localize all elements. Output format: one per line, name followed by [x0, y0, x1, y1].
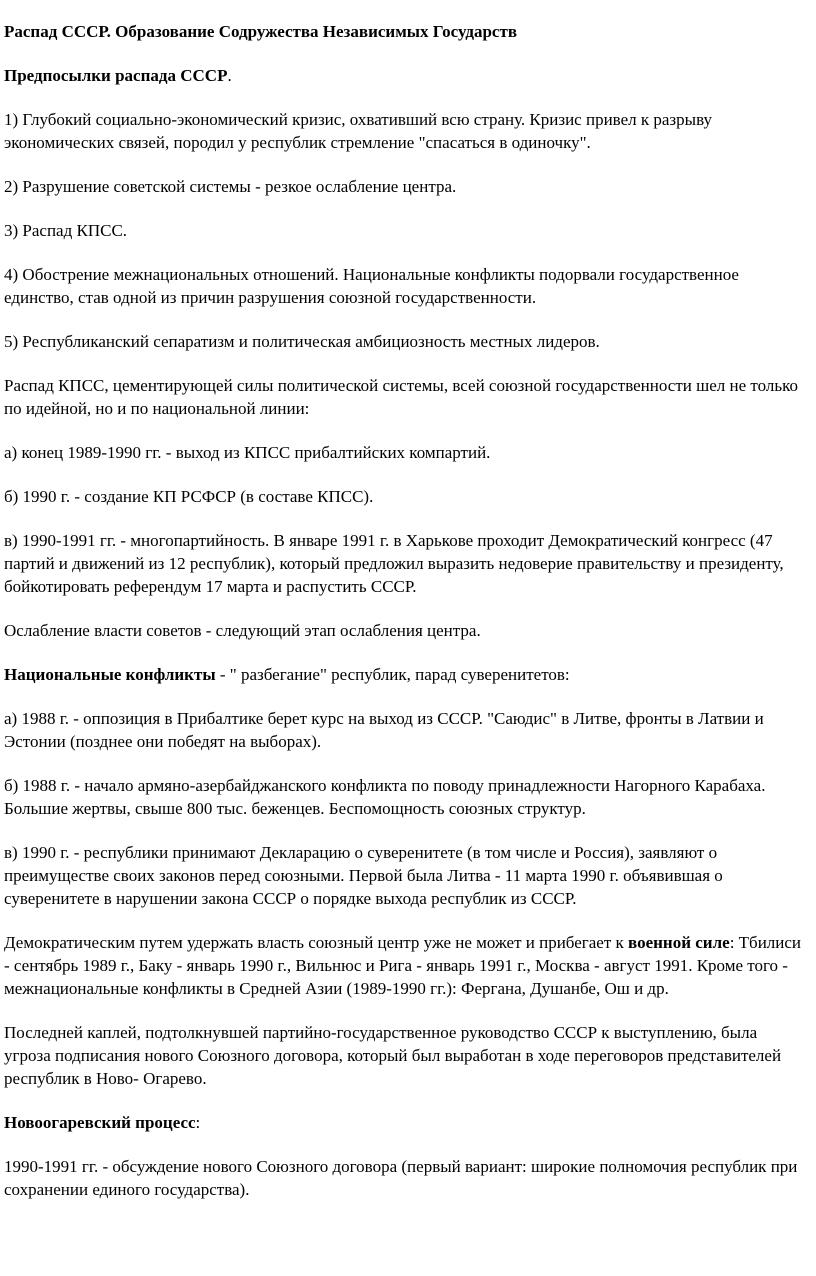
paragraph-2: 2) Разрушение советской системы - резкое ослабление центра. [4, 177, 457, 196]
military-before: Демократическим путем удержать власть союзный центр уже не может и прибегает к [4, 933, 629, 952]
paragraph-10: Ослабление власти советов - следующий этап ослабления центра. [4, 621, 481, 640]
paragraph-13: в) 1990 г. - республики принимают Декларацию о суверенитете (в том числе и Россия), заявляют о преимуществе своих законов перед союзными. Первой была Литва - 11 марта 1990 г. объявившая о суверенитете в нарушении закона СССР о порядке выхода республик из СССР. [4, 843, 723, 908]
paragraph-15: 1990-1991 гг. - обсуждение нового Союзного договора (первый вариант: широкие полномочия республик при сохранении единого государства). [4, 1157, 798, 1199]
paragraph-8: б) 1990 г. - создание КП РСФСР (в составе КПСС). [4, 487, 374, 506]
novoogarevo-heading [4, 1111, 808, 1134]
novoogarevo-bold: Новоогаревский процесс [4, 1113, 196, 1132]
military-force-paragraph [4, 931, 808, 1000]
paragraph-11: а) 1988 г. - оппозиция в Прибалтике берет курс на выход из СССР. "Саюдис" в Литве, фронты в Латвии и Эстонии (позднее они победят на выборах). [4, 709, 764, 751]
paragraph-12: б) 1988 г. - начало армяно-азербайджанского конфликта по поводу принадлежности Нагорного Карабаха. Большие жертвы, свыше 800 тыс. беженцев. Беспомощность союзных структур. [4, 776, 766, 818]
military-after: : Тбилиси - сентябрь 1989 г., Баку - январь 1990 г., Вильнюс и Рига - январь 1991 г., Москва - август 1991. Кроме того - межнациональные конфликты в Средней Азии (1989-1990 гг.): Фергана, Душанбе, Ош и др. [4, 933, 802, 998]
novoogarevo-tail: : [195, 1113, 201, 1132]
paragraph-9: в) 1990-1991 гг. - многопартийность. В январе 1991 г. в Харькове проходит Демократический конгресс (47 партий и движений из 12 республик), который предложил выразить недоверие правительству и президенту, бойкотировать референдум 17 марта и распустить СССР. [4, 531, 784, 596]
paragraph-6: Распад КПСС, цементирующей силы политической системы, всей союзной государственности шел не только по идейной, но и по национальной линии: [4, 376, 799, 418]
paragraph-7: а) конец 1989-1990 гг. - выход из КПСС прибалтийских компартий. [4, 443, 491, 462]
prerequisites-heading-bold: Предпосылки распада СССР [4, 66, 228, 85]
prerequisites-heading-tail: . [227, 66, 232, 85]
military-bold: военной силе [628, 933, 730, 952]
paragraph-14: Последней каплей, подтолкнувшей партийно-государственное руководство СССР к выступлению, была угроза подписания нового Союзного договора, который был выработан в ходе переговоров представителей республик в Ново- Огарево. [4, 1023, 782, 1088]
paragraph-3: 3) Распад КПСС. [4, 221, 128, 240]
national-conflicts-bold: Национальные конфликты [4, 665, 216, 684]
national-conflicts-heading [4, 663, 808, 686]
document-title: Распад СССР. Образование Содружества Независимых Государств [4, 22, 518, 41]
prerequisites-heading [4, 64, 808, 87]
national-conflicts-tail: - " разбегание" республик, парад суверенитетов: [215, 665, 570, 684]
paragraph-4: 4) Обострение межнациональных отношений. Национальные конфликты подорвали государственное единство, став одной из причин разрушения союзной государственности. [4, 265, 739, 307]
paragraph-5: 5) Республиканский сепаратизм и политическая амбициозность местных лидеров. [4, 332, 600, 351]
paragraph-1: 1) Глубокий социально-экономический кризис, охвативший всю страну. Кризис привел к разрыву экономических связей, породил у республик стремление "спасаться в одиночку". [4, 110, 713, 152]
